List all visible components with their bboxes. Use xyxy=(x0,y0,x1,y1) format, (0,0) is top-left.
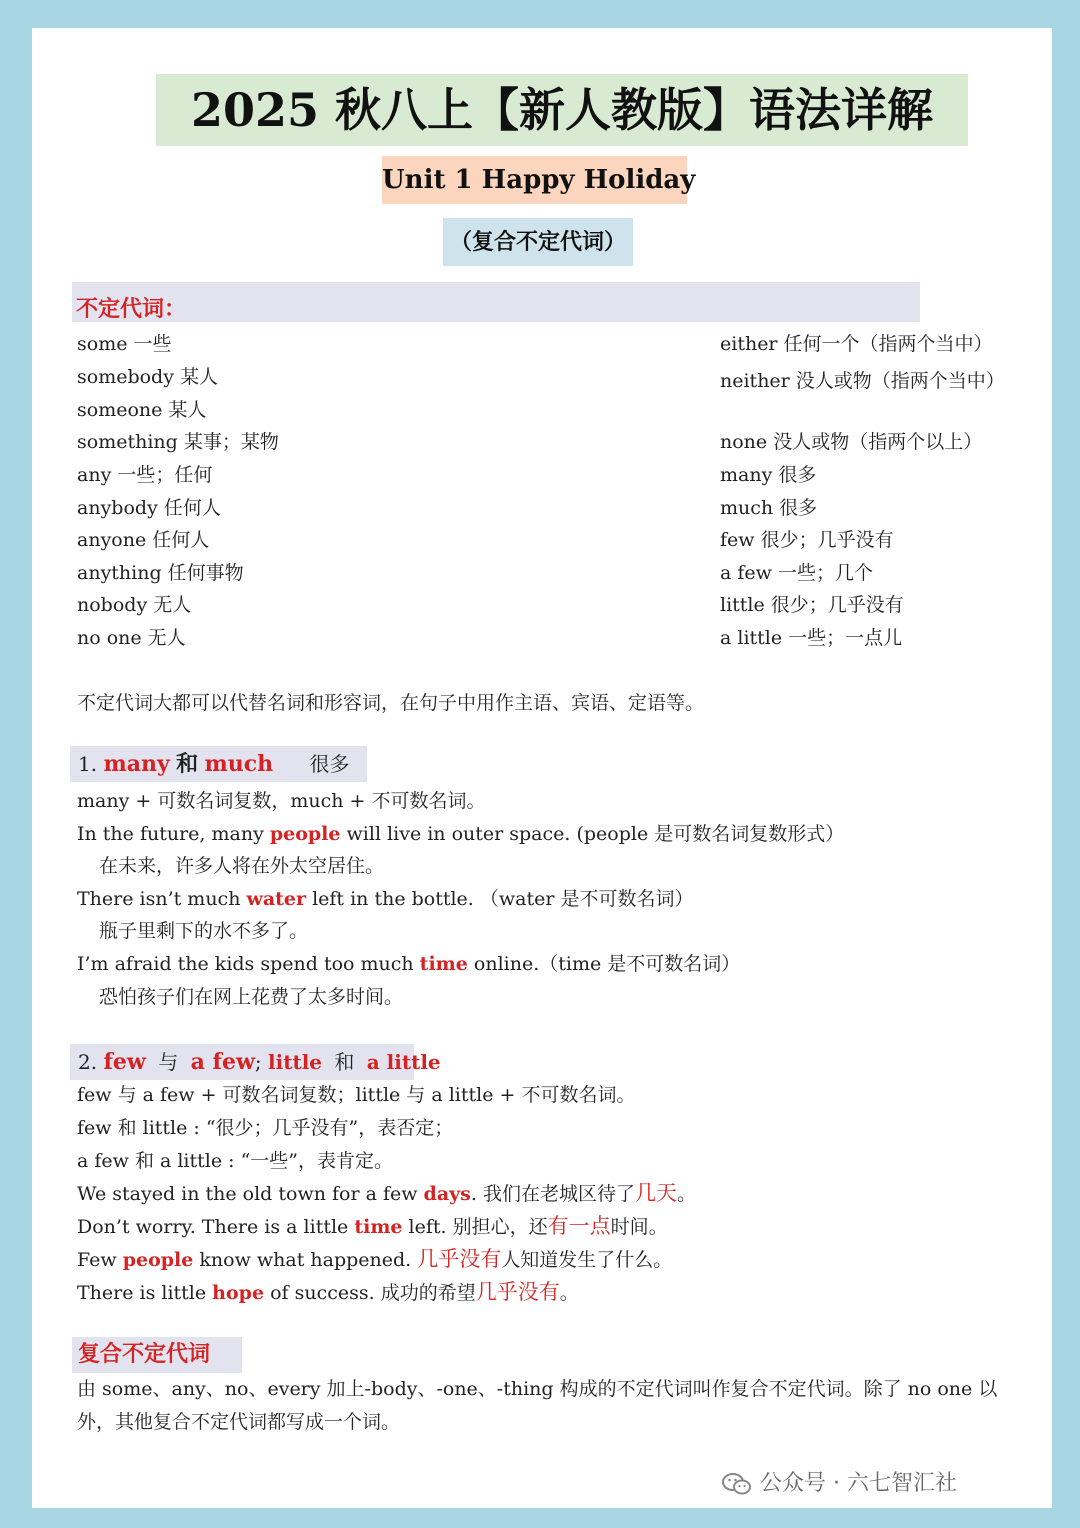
example-sentence: In the future, many people will live in outer space. (people 是可数名词复数形式） xyxy=(77,823,845,845)
pronoun-item: a few 一些；几个 xyxy=(720,562,873,584)
example-sentence: I’m afraid the kids spend too much time online.（time 是不可数名词） xyxy=(77,953,741,975)
section-header-band xyxy=(72,282,920,322)
watermark xyxy=(722,1466,957,1497)
separator: ; xyxy=(254,1050,262,1074)
pronoun-item: much 很多 xyxy=(720,497,818,519)
pronoun-item: some 一些 xyxy=(77,333,172,355)
example-sentence: We stayed in the old town for a few days. 我们在老城区待了几天。 xyxy=(77,1181,696,1205)
example-sentence: Don’t worry. There is a little time left. 别担心，还有一点时间。 xyxy=(77,1214,668,1238)
pronoun-item: nobody 无人 xyxy=(77,594,192,616)
pronoun-item: either 任何一个（指两个当中） xyxy=(720,333,993,355)
keyword-many: many xyxy=(103,751,170,777)
rule-text: few 和 little : “很少；几乎没有”，表否定； xyxy=(77,1117,454,1139)
rule-text: a few 和 a little : “一些”，表肯定。 xyxy=(77,1150,394,1172)
page-title: 2025 秋八上【新人教版】语法详解 xyxy=(190,83,934,137)
pronoun-item: someone 某人 xyxy=(77,399,207,421)
keyword-a-little: a little xyxy=(366,1050,441,1074)
document-page xyxy=(32,28,1052,1508)
meaning: 很多 xyxy=(309,752,350,776)
example-sentence: Few people know what happened. 几乎没有人知道发生了什么。 xyxy=(77,1247,673,1271)
point-number: 2. xyxy=(78,1050,98,1074)
pronoun-item: little 很少；几乎没有 xyxy=(720,594,904,616)
pronoun-item: something 某事；某物 xyxy=(77,431,279,453)
watermark-text: 公众号 · 六七智汇社 xyxy=(760,1471,957,1496)
connector: 与 xyxy=(158,1050,179,1074)
pronoun-item: no one 无人 xyxy=(77,627,186,649)
pronoun-item: many 很多 xyxy=(720,464,817,486)
keyword-little: little xyxy=(268,1050,323,1074)
pronoun-item: anyone 任何人 xyxy=(77,529,210,551)
pronoun-item: few 很少；几乎没有 xyxy=(720,529,894,551)
example-translation: 在未来，许多人将在外太空居住。 xyxy=(99,855,385,877)
pronoun-item: neither 没人或物（指两个当中） xyxy=(720,370,1005,392)
pronoun-item: a little 一些；一点儿 xyxy=(720,627,903,649)
subtitle: （复合不定代词） xyxy=(449,229,626,255)
wechat-icon xyxy=(722,1472,752,1496)
point-number: 1. xyxy=(78,752,98,776)
keyword-a-few: a few xyxy=(190,1049,255,1075)
section-title-indefinite-pronouns: 不定代词： xyxy=(76,297,187,322)
keyword-much: much xyxy=(204,751,274,777)
pronoun-item: any 一些；任何 xyxy=(77,464,213,486)
section-title-compound-pronouns: 复合不定代词 xyxy=(78,1342,211,1367)
example-translation: 瓶子里剩下的水不多了。 xyxy=(99,920,309,942)
example-sentence: There is little hope of success. 成功的希望几乎没有。 xyxy=(77,1280,579,1304)
pronoun-item: none 没人或物（指两个以上） xyxy=(720,431,983,453)
pronoun-item: anything 任何事物 xyxy=(77,562,244,584)
point-2-heading xyxy=(78,1044,441,1080)
keyword-few: few xyxy=(103,1049,146,1075)
rule-text: many + 可数名词复数，much + 不可数名词。 xyxy=(77,790,486,812)
section-note: 不定代词大都可以代替名词和形容词，在句子中用作主语、宾语、定语等。 xyxy=(77,692,705,714)
connector: 和 xyxy=(334,1050,355,1074)
section-paragraph: 由 some、any、no、every 加上-body、-one、-thing 构成的不定代词叫作复合不定代词。除了 no one 以外，其他复合不定代词都写成一个词。 xyxy=(77,1378,998,1433)
pronoun-item: somebody 某人 xyxy=(77,366,218,388)
example-translation: 恐怕孩子们在网上花费了太多时间。 xyxy=(99,986,404,1008)
point-1-heading xyxy=(78,746,350,783)
pronoun-item: anybody 任何人 xyxy=(77,497,221,519)
unit-title: Unit 1 Happy Holiday xyxy=(382,165,696,195)
connector: 和 xyxy=(176,752,199,777)
rule-text: few 与 a few + 可数名词复数；little 与 a little + 不可数名词。 xyxy=(77,1084,636,1106)
example-sentence: There isn’t much water left in the bottle. （water 是不可数名词） xyxy=(77,888,694,910)
